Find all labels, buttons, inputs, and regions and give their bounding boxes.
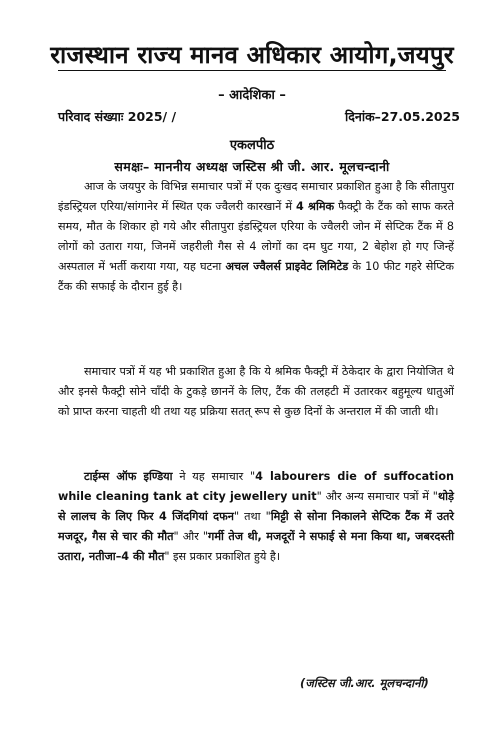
subject-line: समक्षः– माननीय अध्यक्ष जस्टिस श्री जी. आर. मूलचन्दानी xyxy=(114,159,390,174)
p3-text-b: " और अन्य समाचार पत्रों में " xyxy=(316,490,438,503)
p3-bold-e: गर्मी तेज थी, मजदूरों ने सफाई से मना किया था, जबरदस्ती उतारा, नतीजा–4 की मौत xyxy=(58,530,454,563)
order-date: दिनांक–27.05.2025 xyxy=(345,109,460,124)
p1-bold-a: 4 श्रमिक xyxy=(295,200,335,213)
paragraph-3 xyxy=(58,467,454,567)
paragraph-2: समाचार पत्रों में यह भी प्रकाशित हुआ है कि ये श्रमिक फैक्ट्री में ठेकेदार के द्वारा नियोजित थे और इनसे फैक्ट्री सोने चाँदी के टुकड़े छाननें के लिए, टैंक की तलहटी में उतारकर बहुमूल्य धातुओं को प्राप्त करना चाहती थी तथा यह प्रक्रिया सतत् रूप से कुछ दिनों के अन्तराल में की जाती थी। xyxy=(58,365,454,418)
p3-bold-c: थोड़े से लालच के लिए फिर 4 जिंदगियां दफन xyxy=(58,490,454,523)
order-sheet-heading: – आदेशिका – xyxy=(218,88,286,103)
p3-bold-b: 4 labourers die of suffocation while cleaning tank at city jewellery unit xyxy=(58,470,454,503)
paragraph-1 xyxy=(58,177,454,297)
p1-text-b: फैक्ट्री के टैंक को साफ करते समय, मौत के शिकार हो गये और सीतापुरा इंडस्ट्रियल एरिया के ज्वैलरी जोन में सेप्टिक टैंक में 8 लोगों को उतारा गया, जिनमें जहरीली गैस से 4 लोगों का दम घुट गया, 2 बेहोश हो गए जिन्हें अस्पताल में भर्ती कराया गया, यह घटना xyxy=(58,200,455,273)
p1-bold-b: अचल ज्वैलर्स प्राइवेट लिमिटेड xyxy=(225,260,349,273)
title-underline xyxy=(58,70,446,71)
bench-label: एकलपीठ xyxy=(229,138,275,153)
commission-title: राजस्थान राज्य मानव अधिकार आयोग,जयपुर xyxy=(50,41,454,69)
p3-text-c: " तथा " xyxy=(233,510,271,523)
p1-text-a: आज के जयपुर के विभिन्न समाचार पत्रों में एक दुःखद समाचार प्रकाशित हुआ है कि सीतापुरा इंडस्ट्रियल एरिया/सांगानेर में स्थित एक ज्वैलरी कारखानें में xyxy=(58,180,454,213)
p1-text-c: के 10 फीट गहरे सेप्टिक टैंक की सफाई के दौरान हुई है। xyxy=(58,260,454,293)
signature-block: (जस्टिस जी.आर. मूलचन्दानी) xyxy=(300,676,429,690)
p3-text-d: " और " xyxy=(173,530,209,543)
p3-text-a: ने यह समाचार " xyxy=(172,470,256,483)
p3-bold-a: टाईम्स ऑफ इण्डिया xyxy=(84,470,173,483)
complaint-number: परिवाद संख्याः 2025/ / xyxy=(58,109,177,124)
case-info-row xyxy=(58,108,460,126)
p3-text-e: " इस प्रकार प्रकाशित हुये है। xyxy=(164,550,281,563)
p3-bold-d: मिट्टी से सोना निकालने सेप्टिक टैंक में उतरे मजदूर, गैस से चार की मौत xyxy=(58,510,455,543)
